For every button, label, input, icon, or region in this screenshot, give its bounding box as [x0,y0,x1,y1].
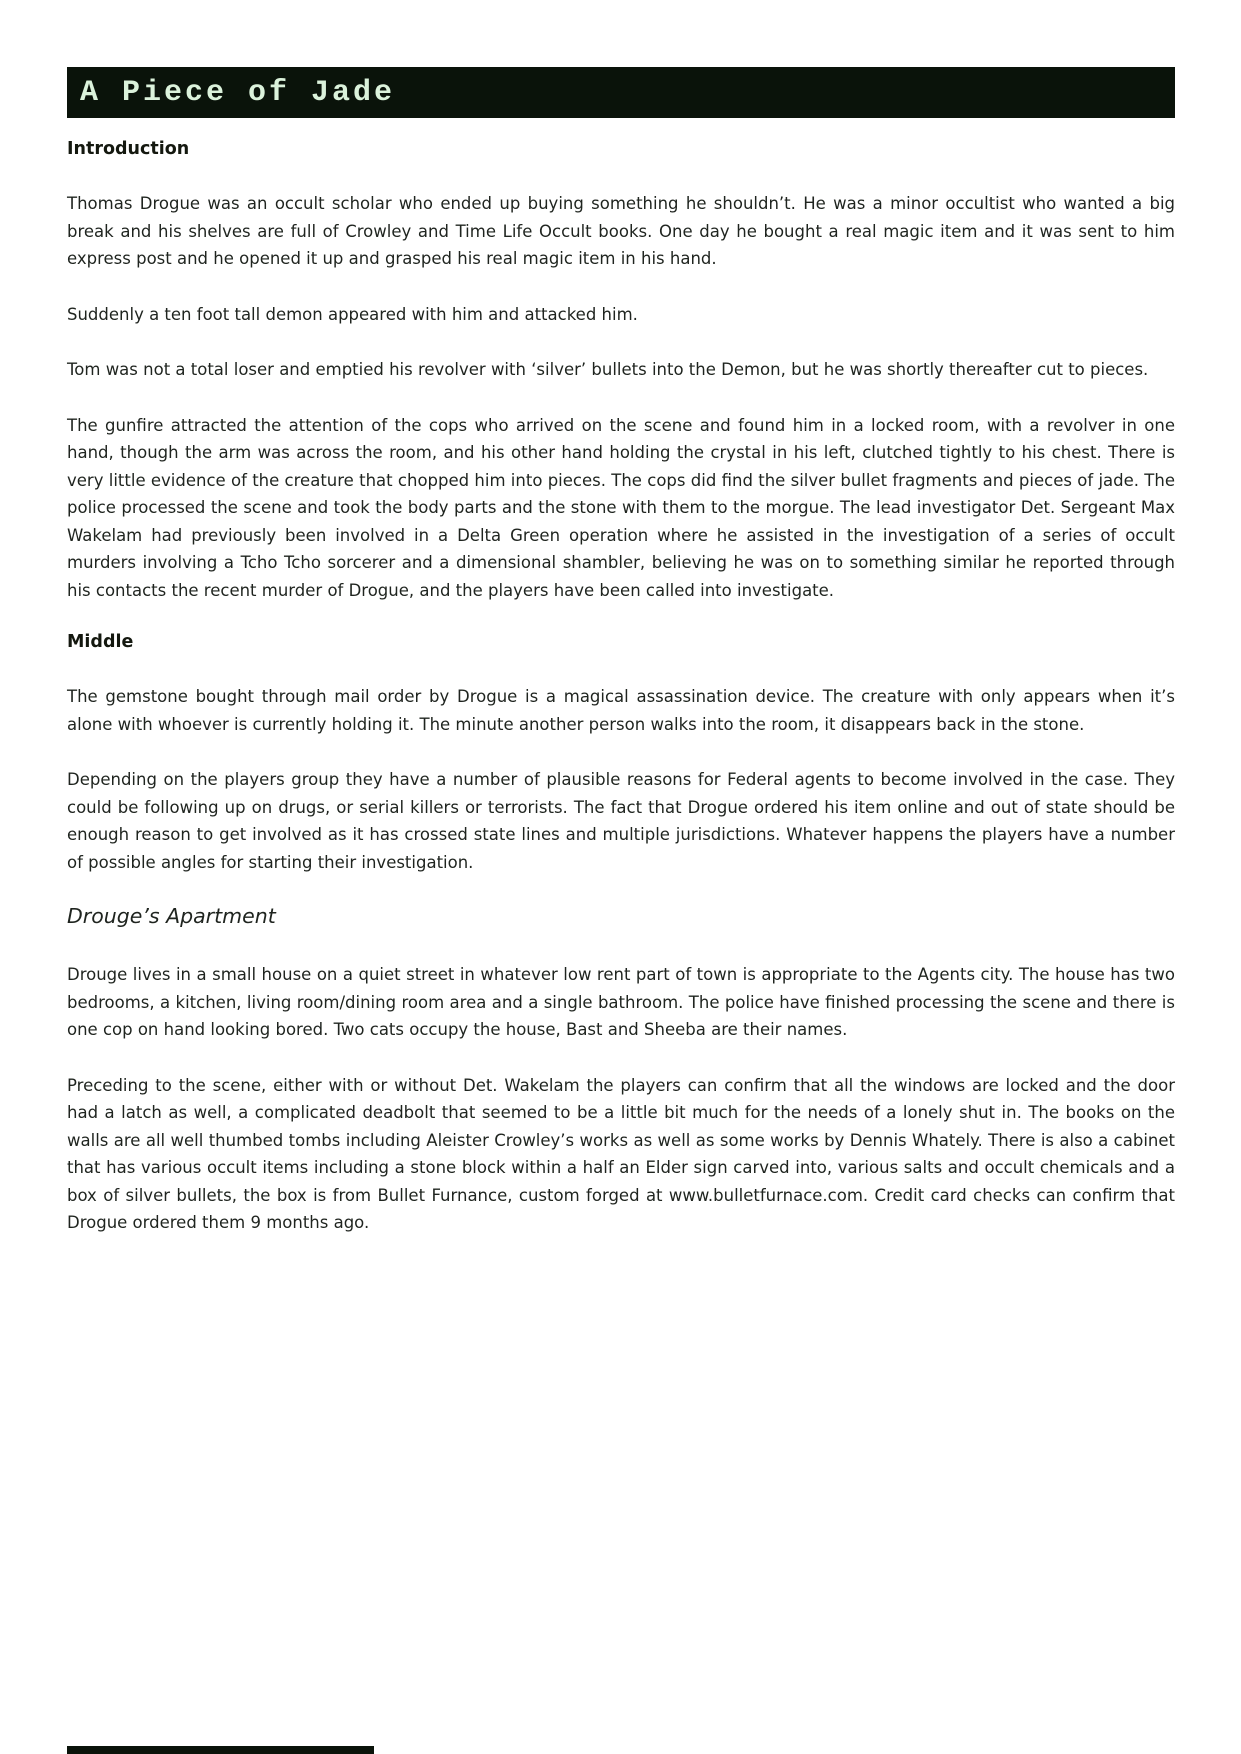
paragraph: Thomas Drogue was an occult scholar who ended up buying something he shouldn’t. He was a minor occultist who wanted a big break and his shelves are full of Crowley and Time Life Occult books. One day he bought a real magic item and it was sent to him express post and he opened it up and grasped his real magic item in his hand. [67,194,1175,268]
section-header: Introduction [67,139,190,159]
paragraph: Depending on the players group they have a number of plausible reasons for Federal agents to become involved in the case. They could be following up on drugs, or serial killers or terrorists. The fact that Drogue ordered his item online and out of state should be enough reason to get involved as it has crossed state lines and multiple jurisdictions. Whatever happens the players have a number of possible angles for starting their investigation. [67,770,1175,872]
next-section-bar-cutoff [67,1746,374,1754]
section-header: Middle [67,632,134,652]
sub-header: Drouge’s Apartment [67,904,276,928]
document-body [67,139,1175,1237]
paragraph: Tom was not a total loser and emptied his revolver with ‘silver’ bullets into the Demon, but he was shortly thereafter cut to pieces. [67,360,1149,379]
title-bar [67,67,1175,118]
page-title: A Piece of Jade [80,75,396,110]
paragraph: Preceding to the scene, either with or without Det. Wakelam the players can confirm that all the windows are locked and the door had a latch as well, a complicated deadbolt that seemed to be a little bit much for the needs of a lonely shut in. The books on the walls are all well thumbed tombs including Aleister Crowley’s works as well as some works by Dennis Whately. There is also a cabinet that has various occult items including a stone block within a half an Elder sign carved into, various salts and occult chemicals and a box of silver bullets, the box is from Bullet Furnance, custom forged at www.bulletfurnace.com. Credit card checks can confirm that Drogue ordered them 9 months ago. [67,1075,1175,1232]
paragraph: Drouge lives in a small house on a quiet street in whatever low rent part of town is appropriate to the Agents city. The house has two bedrooms, a kitchen, living room/dining room area and a single bathroom. The police have finished processing the scene and there is one cop on hand looking bored. Two cats occupy the house, Bast and Sheeba are their names. [67,965,1175,1039]
paragraph: The gemstone bought through mail order by Drogue is a magical assassination device. The creature with only appears when it’s alone with whoever is currently holding it. The minute another person walks into the room, it disappears back in the stone. [67,687,1175,734]
paragraph: The gunfire attracted the attention of the cops who arrived on the scene and found him in a locked room, with a revolver in one hand, though the arm was across the room, and his other hand holding the crystal in his left, clutched tightly to his chest. There is very little evidence of the creature that chopped him into pieces. The cops did find the silver bullet fragments and pieces of jade. The police processed the scene and took the body parts and the stone with them to the morgue. The lead investigator Det. Sergeant Max Wakelam had previously been involved in a Delta Green operation where he assisted in the investigation of a series of occult murders involving a Tcho Tcho sorcerer and a dimensional shambler, believing he was on to something similar he reported through his contacts the recent murder of Drogue, and the players have been called into investigate. [67,415,1175,600]
paragraph: Suddenly a ten foot tall demon appeared with him and attacked him. [67,304,638,324]
